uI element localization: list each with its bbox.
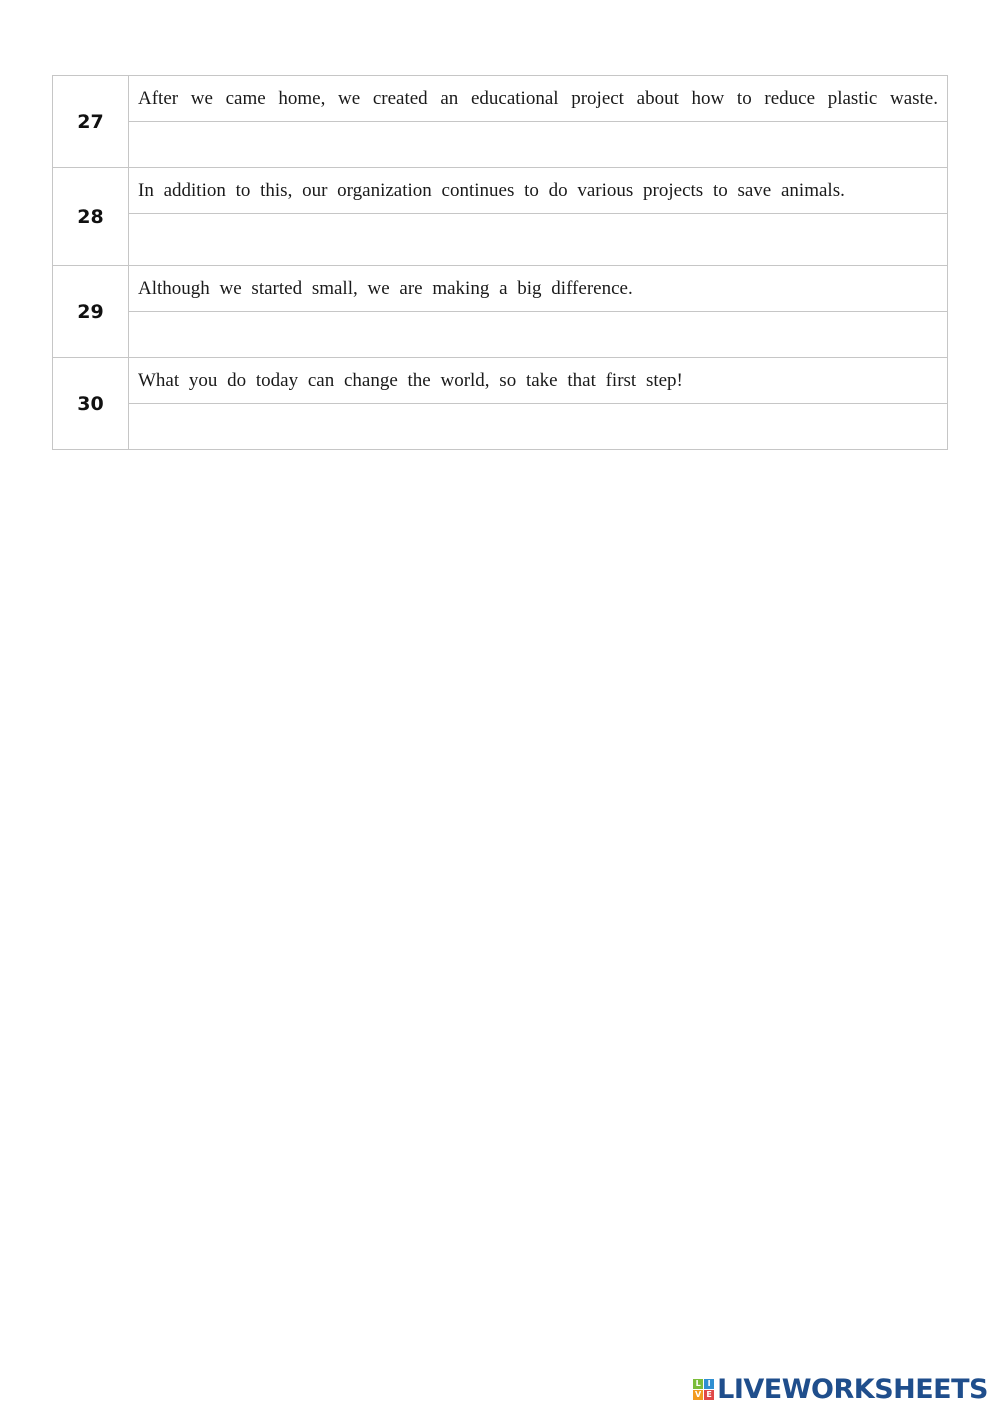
question-row-30 <box>53 358 948 404</box>
question-number: 27 <box>53 76 129 168</box>
answer-row-30 <box>53 404 948 450</box>
answer-row-29 <box>53 312 948 358</box>
sentence-text: In addition to this, our organization continues to do various projects to save animals. <box>138 179 845 201</box>
sentence-text: After we came home, we created an educational project about how to reduce plastic waste. <box>138 87 938 109</box>
logo-mark-letter: L <box>693 1379 703 1389</box>
answer-input-29[interactable] <box>129 312 947 357</box>
answer-input-28[interactable] <box>129 214 947 265</box>
answer-cell[interactable] <box>129 122 948 168</box>
answer-row-28 <box>53 214 948 266</box>
logo-mark-icon <box>693 1379 714 1400</box>
logo-mark-letter: V <box>695 1390 702 1399</box>
sentence-cell <box>129 358 948 404</box>
logo-text: LIVEWORKSHEETS <box>717 1374 988 1405</box>
answer-row-27 <box>53 122 948 168</box>
sentence-text: What you do today can change the world, so take that first step! <box>138 369 683 391</box>
question-row-28 <box>53 168 948 214</box>
sentence-cell <box>129 76 948 122</box>
sentence-cell <box>129 266 948 312</box>
question-row-27 <box>53 76 948 122</box>
answer-cell[interactable] <box>129 404 948 450</box>
question-number: 28 <box>53 168 129 266</box>
sentence-cell <box>129 168 948 214</box>
answer-input-30[interactable] <box>129 404 947 449</box>
answer-input-27[interactable] <box>129 122 947 167</box>
answer-cell[interactable] <box>129 214 948 266</box>
liveworksheets-logo <box>693 1374 988 1405</box>
worksheet-table <box>52 75 948 450</box>
question-number: 30 <box>53 358 129 450</box>
logo-mark-letter: I <box>704 1379 714 1389</box>
logo-mark-letter: E <box>704 1390 714 1400</box>
question-row-29 <box>53 266 948 312</box>
answer-cell[interactable] <box>129 312 948 358</box>
sentence-text: Although we started small, we are making a big difference. <box>138 277 633 299</box>
question-number: 29 <box>53 266 129 358</box>
